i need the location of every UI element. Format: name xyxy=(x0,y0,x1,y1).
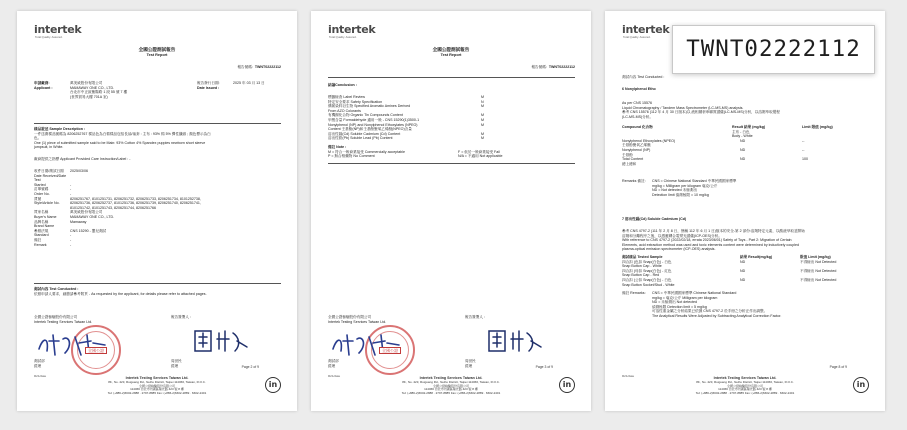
applicant-block: 申請廠商: 萬美威股份有限公司 報告發行日期: 2025 年 03 月 13 日 Applicant : MAMAWAY ONE CO., LTD. Date Issued : 台北市中正區衡陽路 1 段 55 號 7 樓 (世界貿易大樓 701A 室) xyxy=(34,81,265,99)
report-page-1 xyxy=(17,11,297,411)
signature-left xyxy=(329,331,403,359)
report-page-3 xyxy=(605,11,885,411)
signer-titles: 測試部 周世民 經理 經理 xyxy=(328,359,476,368)
intertek-logo: intertek xyxy=(622,23,670,36)
sample-description: 樣品敘述 Sample Description : 一件送測樣品號碼為 8206252767 樣品色為白棉樣品包括長袖/袖套 : 主布 : 93% 棉 5% 彈性纖維 ; 顏色標示為白 色。 One (1) piece of submitted sample said to be Main: 93% Cotton 4% Spandex puppies newborn short sleeve jumpsuit, in White. xyxy=(34,127,211,150)
intertek-badge-icon: in xyxy=(853,377,869,393)
conclusion-table xyxy=(328,95,491,141)
report-title: 全國公證測試報告 xyxy=(432,47,470,52)
test-conducted: 測試內容 Test Conducted : 依照申請人要求，細節請參考附頁 - As requested by the applicant, for details please refer to attached pages. xyxy=(34,287,207,296)
section-7-remarks: 備註 Remarks: CNS = 中華民國國家標準 Chinese National Standard mg/kg = 毫克/公斤 Milligram per kilogram ND = 未檢測出 Not detected 偵測極限 Detection limit = 5 mg/kg 可溶性重金屬之分析結果已依據 CNS 4797-2 於手冊之分析正作出調整。 The Analytical Results Were Adjusted by Subtracting Analytical Correction Factor. xyxy=(622,291,782,318)
divider xyxy=(34,123,281,124)
npeo-results-table: Compound 化合物 Result 結果 (mg/kg) Limit 限值 (mg/kg) 主布 - 白色 Body - White Nonylphenol Ethoxylates (NPEO) ND -- 壬基酚聚氧乙烯醚 Nonylphenol (NP) ND -- 壬基酚 Total Content ND 100 總上總和 xyxy=(622,125,869,166)
intertek-badge-icon: in xyxy=(265,377,281,393)
table-row: Snap Button Socket/Stud - White xyxy=(622,282,675,287)
signature-right xyxy=(483,327,543,355)
table-row: Nonylphenol Ethoxylates (NPEO) ND -- xyxy=(622,138,805,143)
divider xyxy=(34,283,281,284)
conclusion-row: Nonylphenol (NP) and Nonylphenol Ethoxylates (NPEO) M xyxy=(328,122,484,127)
conclusion-row: 有機錫化合物 Organic Tin Compounds Content M xyxy=(328,113,484,118)
report-subtitle: Test Report xyxy=(440,53,462,57)
page-footer: Intertek Testing Services Taiwan Ltd. 8F., No. 423, Ruiguang Rd., Neihu District, Taipei 114066, Taiwan, R.O.C. 全國公證檢驗股份有限公司 114066 台北市內湖區瑞光路 423 號 8 樓 Tel: (+886-2)6602-2888 · 2797-8885 Fax: (+886-2)6602-2889 · 6602-2401 xyxy=(695,376,795,396)
intertek-logo: intertek xyxy=(328,23,376,36)
divider xyxy=(328,163,575,164)
revision-code: R21/date xyxy=(34,374,47,378)
conclusion-row: 溶出性鉛(Pb) Soluble Lead (Pb) Content M xyxy=(328,136,484,141)
page-number: Page 3 of 9 xyxy=(535,365,553,369)
brand-tagline: Total Quality. Assured. xyxy=(329,35,357,39)
section-7-heading: 7 溶出性鎘(Cd) Soluble Cadmium (Cd) xyxy=(622,217,687,221)
section-7-method: 參考 CNS 4797-2 (111 年 2 月 8 日，簡稱 112 年 6 月 1 日)版本的安全-第 2 部份:溶劑特定元素，以酸液萃取並開始 溶劑和分離程序之後，以感應耦合電漿光譜儀(ICP-OES)分析。 With reference to CNS 4797-2 (2022/02/18, errata 2023/06/01) Safety of Toys - Part 2: Migration of Certain Elements, acid extraction method was used and toxic elements content were determined by inductively coupled plasma-optical emission spectrometer (ICP-OES) analysis. xyxy=(622,229,805,252)
sample-fields: 收件日期/測試日期 2025/03/06 Date Received/Date Test Started - 訂單號碼 - Order No. - 貨號 8206251767, 8101251731, 8206251732, 8206251733, 8206251734, 8101252738, Style/Article No. 8206251736, 8206252737, 8101251736, 8206251739, 8206251740, 8206251741, 8101251742, 8101251743, 8206251744, 8206251766 買家名稱 萬美威股份有限公司 Buyer's Name MAMAWAY ONE CO., LTD. 品牌名稱 Mamaway Brand Name 參照法規 CNS 15290 - 嬰兒測試 Standard - 備註 - Remark - xyxy=(34,169,201,247)
revision-code: R21/date xyxy=(328,374,341,378)
divider xyxy=(328,77,575,78)
signature-block: 全國公證檢驗股份有限公司 報告簽署人 : Intertek Testing Services Taiwan Ltd. xyxy=(328,315,485,324)
report-number-callout: TWNT02222112 xyxy=(672,25,875,74)
section-6-heading: 6 Nonylphenol Etho xyxy=(622,87,656,91)
report-number: 報告號碼: TWNT02222112 xyxy=(531,65,575,69)
conclusion-row: From AZO Colorants xyxy=(328,108,361,113)
table-row: Snap Button Cap - White xyxy=(622,264,662,269)
table-row: 四合扣 (色扣 Snap(白色) - 白色 ND 不得檢出 Not Detected xyxy=(622,259,837,264)
table-row: Nonylphenol (NP) ND -- xyxy=(622,147,805,152)
table-row: Total Content ND 100 xyxy=(622,157,808,162)
signer-titles: 測試部 周世民 經理 經理 xyxy=(34,359,182,368)
page-footer: Intertek Testing Services Taiwan Ltd. 8F., No. 423, Ruiguang Rd., Neihu District, Taipei 114066, Taiwan, R.O.C. 全國公證檢驗股份有限公司 114066 台北市內湖區瑞光路 423 號 8 樓 Tel: (+886-2)6602-2888 · 2797-8885 Fax: (+886-2)6602-2889 · 6602-2401 xyxy=(107,376,207,396)
report-subtitle: Test Report xyxy=(146,53,168,57)
page-number: Page 8 of 9 xyxy=(829,365,847,369)
report-page-2 xyxy=(311,11,591,411)
conclusion-row: Content 壬基酚(NP)和壬基酚聚氧乙烯醚(NPEO)含量 xyxy=(328,127,412,132)
table-row: Snap Button Cap - Red xyxy=(622,273,660,278)
page-number: Page 2 of 9 xyxy=(241,365,259,369)
report-number: 報告號碼: TWNT02222112 xyxy=(237,65,281,69)
conclusion-row: 甲醛含量 Formaldehyde 適用一般 - CNS 15290(1)3500-1 M xyxy=(328,117,484,122)
cadmium-results-table: 測試樣品 Tested Sample 結果 Result(mg/kg) 限值 Limit (mg/kg) 四合扣 (色扣 Snap(白色) - 白色 ND 不得檢出 Not Detected Snap Button Cap - White 四合扣 (母扣 Snap(白色) - 紅色 ND 不得檢出 Not Detected Snap Button Cap - Red 四合扣 (公扣 Snap(白色) - 白色 ND 不得檢出 Not Detected Snap Button Socket/Stud - White xyxy=(622,255,869,287)
care-instruction-label: 廠商提供之指標 Applicant Provided Care Instruction/Label : - xyxy=(34,157,131,161)
section-6-method: As per CNS 15576 Liquid Chromatography / Tandem Mass Spectrometer (LC-MS-MS) analysis. 參考 CNS 15576 (112 年 4 月 30 日版本)以 液相層析串聯質譜儀(LC-MS-MS)分析，以溶劑萃取製程 (LC-MS-MS)分析。 xyxy=(622,101,780,119)
page-footer: Intertek Testing Services Taiwan Ltd. 8F., No. 423, Ruiguang Rd., Neihu District, Taipei 114066, Taiwan, R.O.C. 全國公證檢驗股份有限公司 114066 台北市內湖區瑞光路 423 號 8 樓 Tel: (+886-2)6602-2888 · 2797-8885 Fax: (+886-2)6602-2889 · 6602-2401 xyxy=(401,376,501,396)
brand-tagline: Total Quality. Assured. xyxy=(35,35,63,39)
section-6-remarks: Remarks 備註: CNS = Chinese National Standard 中華民國國家標準 mg/kg = Milligram per kilogram 毫克/公斤 ND = Not detected 未檢測出 Detection limit 偵測極限 = 10 mg/kg xyxy=(622,179,737,197)
revision-code: R21/date xyxy=(622,374,635,378)
table-row: 壬基酚 xyxy=(622,152,633,157)
company-seal-stamp: 全國公證 xyxy=(365,325,415,375)
conclusion-row: 特定安全要求 Safety Specification N xyxy=(328,99,484,104)
conclusion-section: 結論Conclusion : xyxy=(328,83,357,87)
test-conducted: 測試內容 Test Conducted : xyxy=(622,75,665,79)
conclusion-row: 標籤檢查 Label Review M xyxy=(328,95,484,99)
intertek-logo: intertek xyxy=(34,23,82,36)
report-title: 全國公證測試報告 xyxy=(138,47,176,52)
signature-left xyxy=(35,331,109,359)
conclusion-row: 偶氮染料衍生物 Specified Aromatic Amines Derived M xyxy=(328,104,484,109)
table-row: 壬基酚聚氧乙烯醚 xyxy=(622,143,651,148)
company-seal-stamp: 全國公證 xyxy=(71,325,121,375)
table-row: 總上總和 xyxy=(622,161,637,166)
conclusion-row: 溶出性鎘(Cd) Soluble Cadmium (Cd) Content M xyxy=(328,131,484,136)
signature-block: 全國公證檢驗股份有限公司 報告簽署人 : Intertek Testing Services Taiwan Ltd. xyxy=(34,315,191,324)
brand-tagline: Total Quality. Assured. xyxy=(623,35,651,39)
signature-right xyxy=(189,327,249,355)
intertek-badge-icon: in xyxy=(559,377,575,393)
table-row: 四合扣 (公扣 Snap(白色) - 白色 ND 不得檢出 Not Detected xyxy=(622,277,837,282)
notes-section: 備註 Note : M = 符合一般商業接受 Commercially acceptable F = 低於一般商業接受 Fail P = 無合格藥物 No Comment N/A = 不適用 Not applicable xyxy=(328,145,503,159)
table-row: 四合扣 (母扣 Snap(白色) - 紅色 ND 不得檢出 Not Detected xyxy=(622,268,837,273)
